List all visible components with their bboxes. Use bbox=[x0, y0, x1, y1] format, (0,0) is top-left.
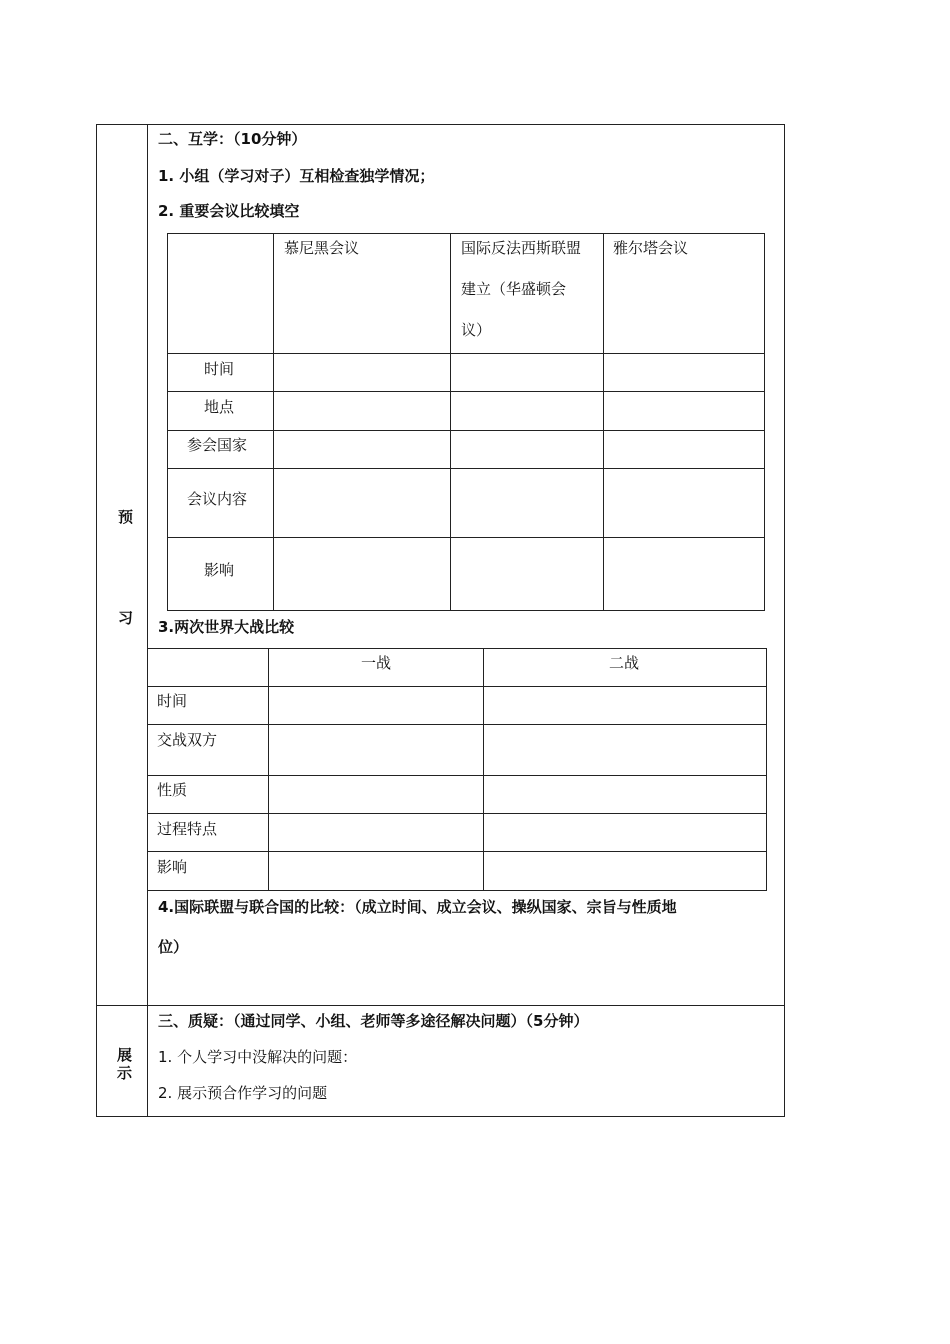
meeting-header-alliance-2: 建立（华盛顿会 bbox=[461, 280, 567, 298]
label-xi: 习 bbox=[118, 609, 134, 627]
section2-item3: 3.两次世界大战比较 bbox=[158, 618, 295, 636]
section3-item1: 1. 个人学习中没解决的问题： bbox=[158, 1048, 358, 1066]
war-row-nature: 性质 bbox=[157, 781, 188, 799]
meeting-row-impact: 影响 bbox=[204, 561, 235, 579]
section2-item4-line2: 位） bbox=[158, 938, 189, 956]
meeting-header-yalta: 雅尔塔会议 bbox=[613, 239, 689, 257]
section2-item1: 1. 小组（学习对子）互相检查独学情况； bbox=[158, 167, 435, 185]
meeting-row-content: 会议内容 bbox=[187, 490, 248, 508]
section2-item2: 2. 重要会议比较填空 bbox=[158, 202, 300, 220]
section2-title: 二、互学：（10分钟） bbox=[158, 130, 307, 148]
section2-item4-line1: 4.国际联盟与联合国的比较：（成立时间、成立会议、操纵国家、宗旨与性质地 bbox=[158, 898, 677, 916]
meeting-row-place: 地点 bbox=[204, 398, 235, 416]
war-row-impact: 影响 bbox=[157, 858, 188, 876]
war-row-sides: 交战双方 bbox=[157, 731, 218, 749]
label-yu: 预 bbox=[118, 508, 134, 526]
meeting-row-time: 时间 bbox=[204, 360, 235, 378]
section3-title: 三、质疑：（通过同学、小组、老师等多途径解决问题）（5分钟） bbox=[158, 1012, 589, 1030]
war-header-ww2: 二战 bbox=[609, 654, 640, 672]
war-header-ww1: 一战 bbox=[361, 654, 392, 672]
war-row-process: 过程特点 bbox=[157, 820, 218, 838]
meeting-header-munich: 慕尼黑会议 bbox=[284, 239, 360, 257]
meeting-header-alliance-1: 国际反法西斯联盟 bbox=[461, 239, 582, 257]
label-zhanshi: 展示 bbox=[117, 1046, 133, 1082]
section3-item2: 2. 展示预合作学习的问题 bbox=[158, 1084, 328, 1102]
war-row-time: 时间 bbox=[157, 692, 188, 710]
meeting-header-alliance-3: 议） bbox=[461, 321, 492, 339]
meeting-row-countries: 参会国家 bbox=[187, 436, 248, 454]
